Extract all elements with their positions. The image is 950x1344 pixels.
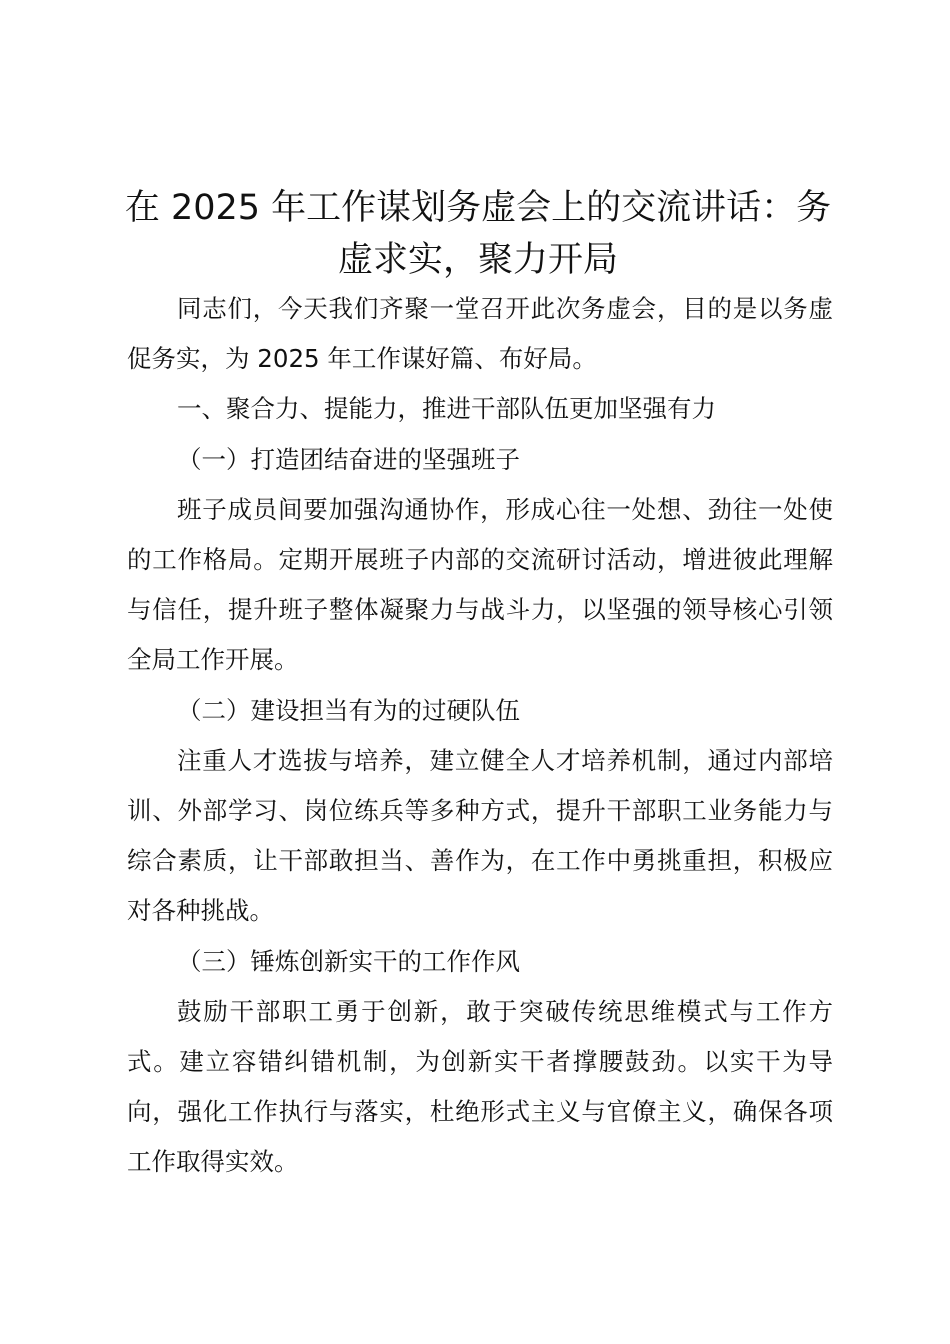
subsection-heading-1: （一）打造团结奋进的坚强班子 (177, 444, 520, 474)
subsection-paragraph-3: 鼓励干部职工勇于创新，敢于突破传统思维模式与工作方式。建立容错纠错机制，为创新实干者撑腰鼓劲。以实干为导向，强化工作执行与落实，杜绝形式主义与官僚主义，确保各项工作取得实效。 (127, 996, 833, 1177)
section-heading-1: 一、聚合力、提能力，推进干部队伍更加坚强有力 (177, 394, 716, 424)
subsection-paragraph-1: 班子成员间要加强沟通协作，形成心往一处想、劲往一处使的工作格局。定期开展班子内部的交流研讨活动，增进彼此理解与信任，提升班子整体凝聚力与战斗力，以坚强的领导核心引领全局工作开展。 (127, 494, 833, 675)
subsection-heading-3: （三）锤炼创新实干的工作作风 (177, 946, 520, 976)
opening-paragraph: 同志们，今天我们齐聚一堂召开此次务虚会，目的是以务虚促务实，为 2025 年工作谋好篇、布好局。 (127, 294, 833, 374)
subsection-heading-2: （二）建设担当有为的过硬队伍 (177, 695, 520, 725)
document-body (127, 284, 833, 1188)
document-title: 在 2025 年工作谋划务虚会上的交流讲话：务虚求实，聚力开局 (124, 188, 832, 280)
subsection-paragraph-2: 注重人才选拔与培养，建立健全人才培养机制，通过内部培训、外部学习、岗位练兵等多种方式，提升干部职工业务能力与综合素质，让干部敢担当、善作为，在工作中勇挑重担，积极应对各种挑战。 (127, 745, 833, 926)
